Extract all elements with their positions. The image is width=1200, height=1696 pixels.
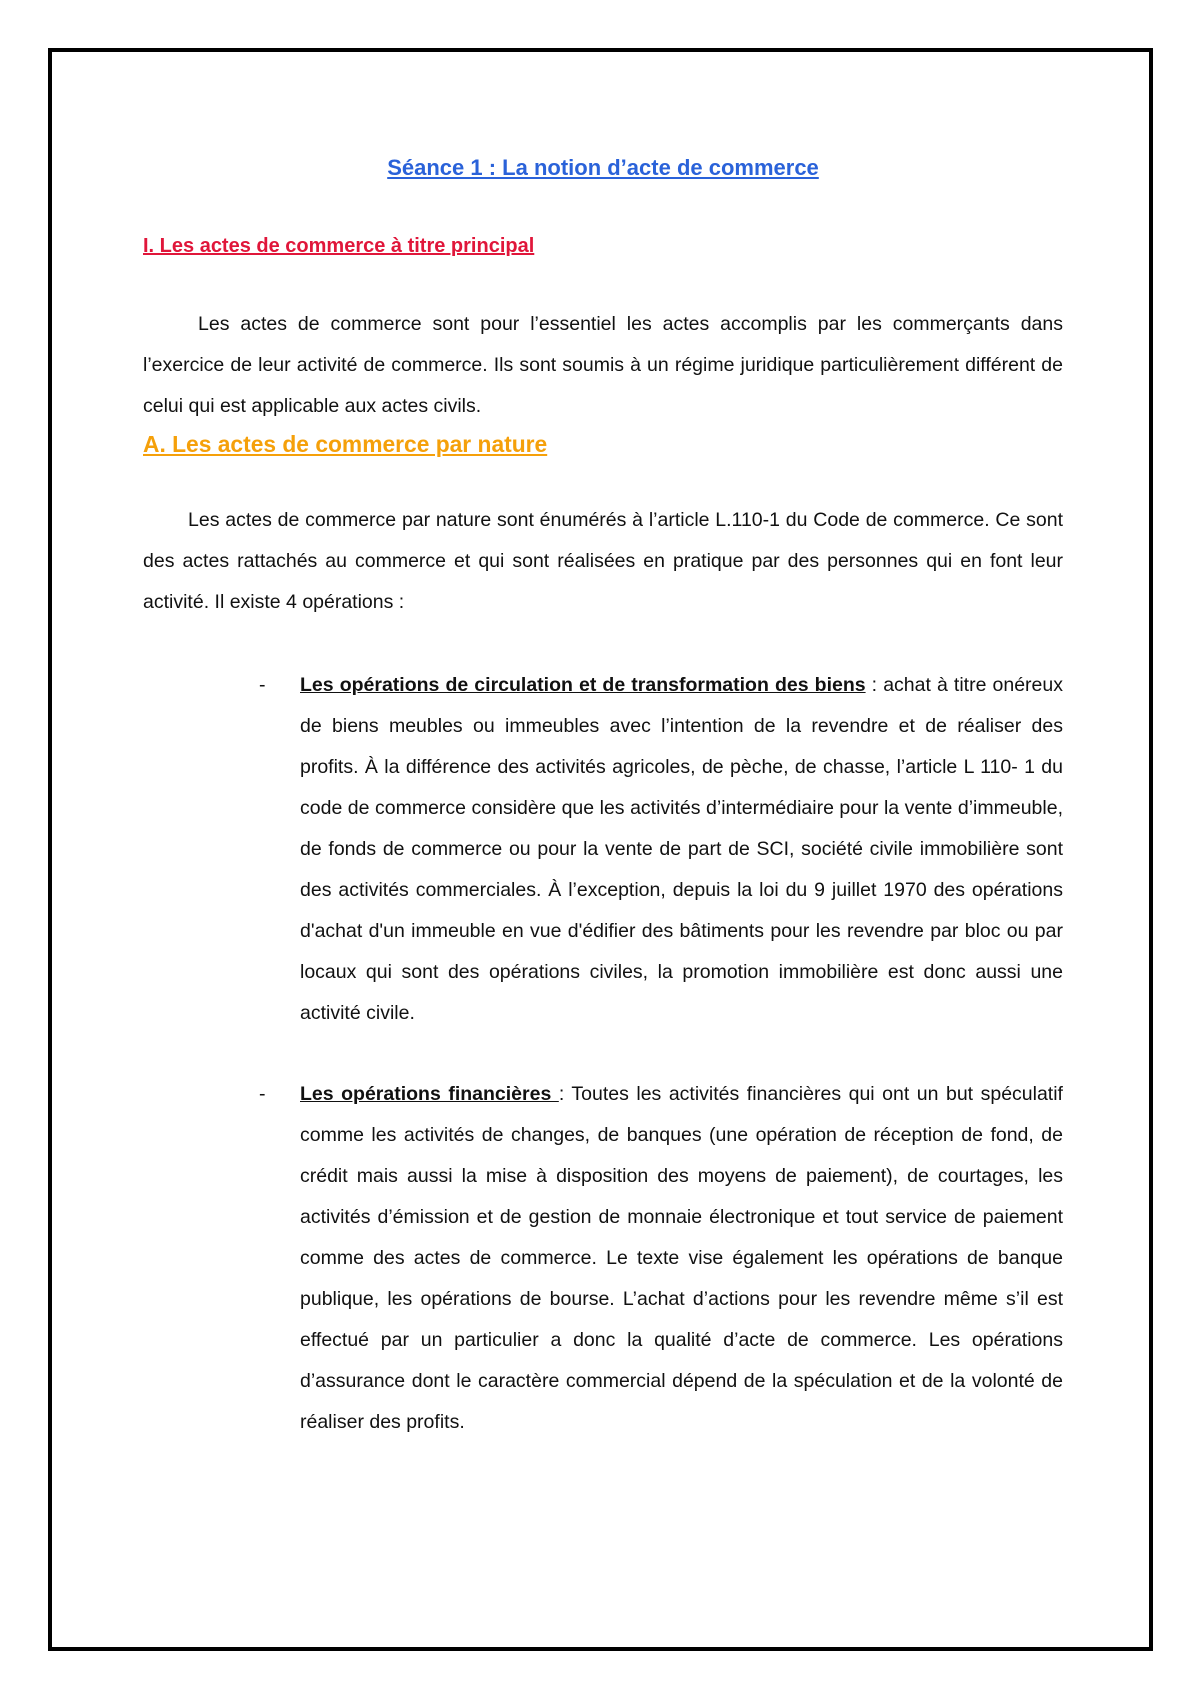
page-title-text: Séance 1 : La notion d’acte de commerce <box>387 155 819 180</box>
section-heading <box>143 228 1063 264</box>
subsection-heading <box>143 427 1063 461</box>
list-item <box>259 665 1063 1034</box>
operations-list <box>143 665 1063 1443</box>
list-item-text: : achat à titre onéreux de biens meubles ou immeubles avec l’intention de la revendre et de réaliser des profits. À la différence des activités agricoles, de pèche, de chasse, l’article L 110- 1 du code de commerce considère que les activités d’intermédiaire pour la vente d’immeuble, de fonds de commerce ou pour la vente de part de SCI, société civile immobilière sont des activités commerciales. À l’exception, depuis la loi du 9 juillet 1970 des opérations d'achat d'un immeuble en vue d'édifier des bâtiments pour les revendre par bloc ou par locaux qui sont des opérations civiles, la promotion immobilière est donc aussi une activité civile. <box>300 674 1063 1024</box>
list-item-lead: Les opérations financières <box>300 1083 559 1105</box>
section-intro-paragraph: Les actes de commerce sont pour l’essentiel les actes accomplis par les commerçants dans l’exercice de leur activité de commerce. Ils sont soumis à un régime juridique particulièrement différent de celui qui est applicable aux actes civils. <box>143 313 1063 417</box>
dash-bullet: - <box>259 674 266 696</box>
document-body <box>143 150 1063 1443</box>
list-item-text: : Toutes les activités financières qui ont un but spéculatif comme les activités de changes, de banques (une opération de réception de fond, de crédit mais aussi la mise à disposition des moyens de paiement), de courtages, les activités d’émission et de gestion de monnaie électronique et tout service de paiement comme des actes de commerce. Le texte vise également les opérations de banque publique, les opérations de bourse. L’achat d’actions pour les revendre même s’il est effectué par un particulier a donc la qualité d’acte de commerce. Les opérations d’assurance dont le caractère commercial dépend de la spéculation et de la volonté de réaliser des profits. <box>300 1083 1063 1433</box>
section-heading-text: I. Les actes de commerce à titre principal <box>143 235 535 257</box>
page-title <box>143 150 1063 186</box>
list-item-lead: Les opérations de circulation et de transformation des biens <box>300 674 866 696</box>
subsection-heading-text: A. Les actes de commerce par nature <box>143 431 548 457</box>
subsection-intro-paragraph: Les actes de commerce par nature sont énumérés à l’article L.110-1 du Code de commerce. Ce sont des actes rattachés au commerce et qui sont réalisées en pratique par des personnes qui en font leur activité. Il existe 4 opérations : <box>143 509 1063 613</box>
list-item <box>259 1074 1063 1443</box>
dash-bullet: - <box>259 1083 266 1105</box>
